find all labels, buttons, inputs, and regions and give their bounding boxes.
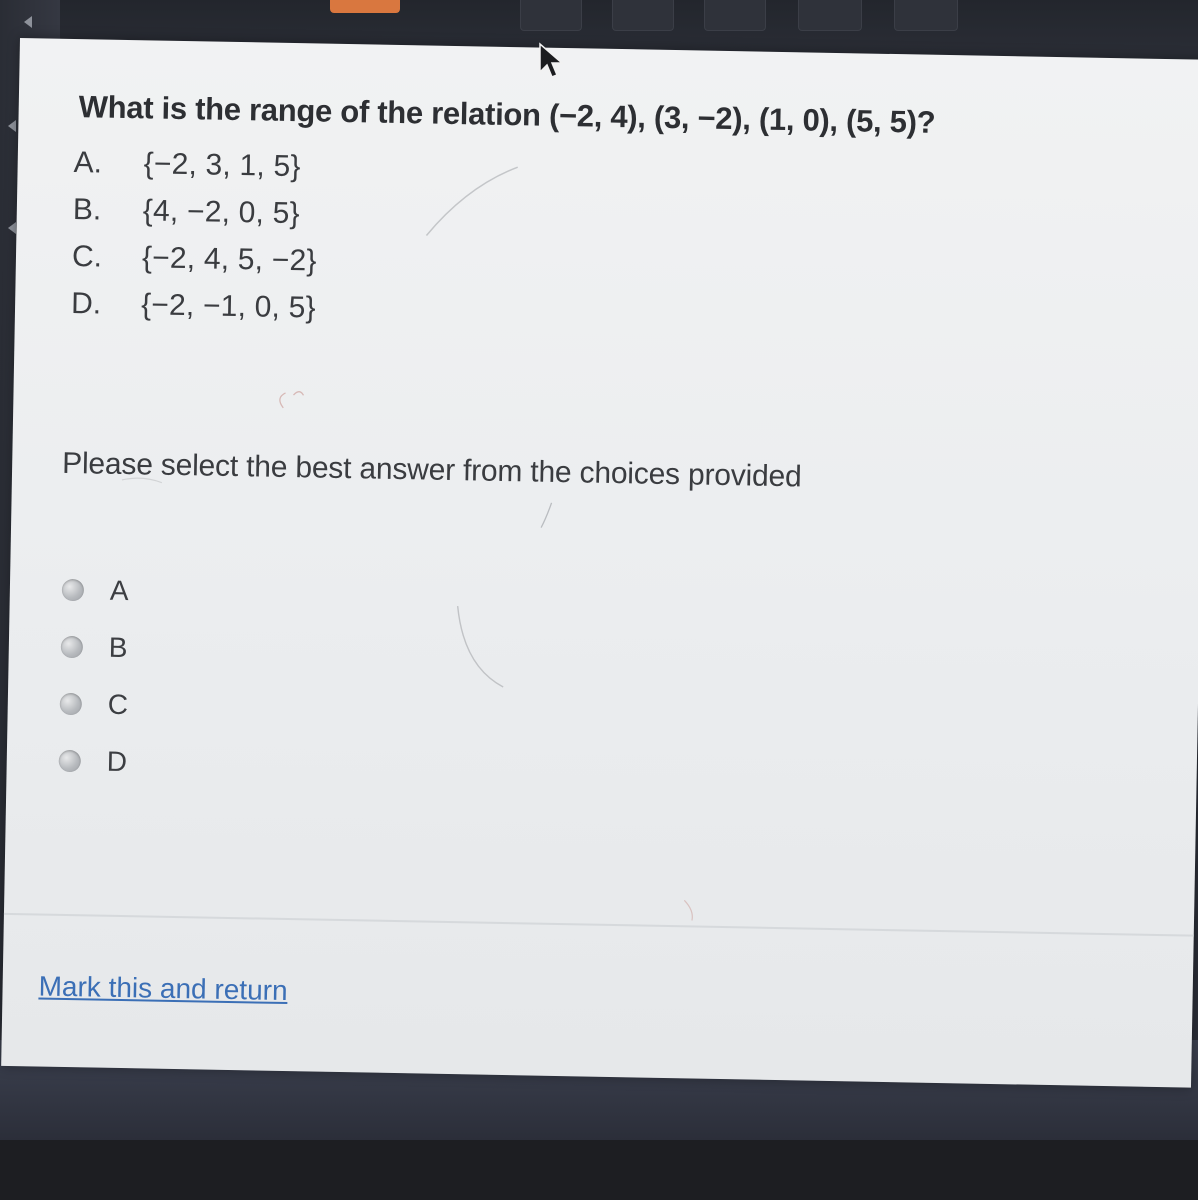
radio-option-b[interactable] — [60, 618, 129, 676]
choice-b — [72, 186, 317, 237]
top-tab[interactable] — [612, 0, 674, 31]
radio-button-icon[interactable] — [61, 635, 83, 657]
radio-button-icon[interactable] — [60, 692, 82, 714]
choice-text: {−2, −1, 0, 5} — [140, 287, 317, 324]
choice-text: {−2, 3, 1, 5} — [143, 146, 301, 183]
choice-letter: C. — [71, 239, 103, 274]
collapse-arrow-icon[interactable] — [24, 16, 32, 28]
radio-label[interactable]: B — [108, 631, 128, 663]
choice-a — [73, 139, 318, 190]
question-text: What is the range of the relation (−2, 4), (3, −2), (1, 0), (5, 5)? — [78, 89, 936, 140]
collapse-arrow-icon[interactable] — [8, 222, 16, 234]
quiz-panel — [1, 38, 1198, 1088]
top-tab[interactable] — [704, 0, 766, 31]
answer-radio-group — [58, 561, 130, 790]
choice-text: {4, −2, 0, 5} — [142, 193, 301, 230]
radio-option-d[interactable] — [58, 732, 127, 790]
collapse-arrow-icon[interactable] — [8, 120, 16, 132]
choice-letter: A. — [73, 145, 103, 180]
radio-button-icon[interactable] — [59, 749, 81, 771]
choice-c — [72, 233, 317, 284]
choice-letter: D. — [70, 286, 102, 321]
radio-option-a[interactable] — [61, 561, 130, 619]
choice-letter: B. — [72, 192, 102, 227]
answer-choices-list — [71, 139, 319, 331]
mark-and-return-link[interactable]: Mark this and return — [38, 970, 288, 1007]
mouse-cursor-icon — [538, 42, 568, 82]
footer-divider — [4, 913, 1194, 937]
top-tab[interactable] — [520, 0, 582, 31]
radio-label[interactable]: D — [106, 745, 128, 777]
radio-option-c[interactable] — [59, 675, 128, 733]
choice-text: {−2, 4, 5, −2} — [141, 240, 317, 277]
choice-d — [71, 280, 316, 331]
top-tab[interactable] — [798, 0, 862, 31]
top-tab[interactable] — [894, 0, 958, 31]
top-tab-active[interactable] — [330, 0, 400, 13]
radio-label[interactable]: C — [107, 688, 129, 720]
instruction-text: Please select the best answer from the choices provided — [61, 446, 802, 494]
radio-label[interactable]: A — [109, 574, 129, 606]
radio-button-icon[interactable] — [62, 578, 84, 600]
